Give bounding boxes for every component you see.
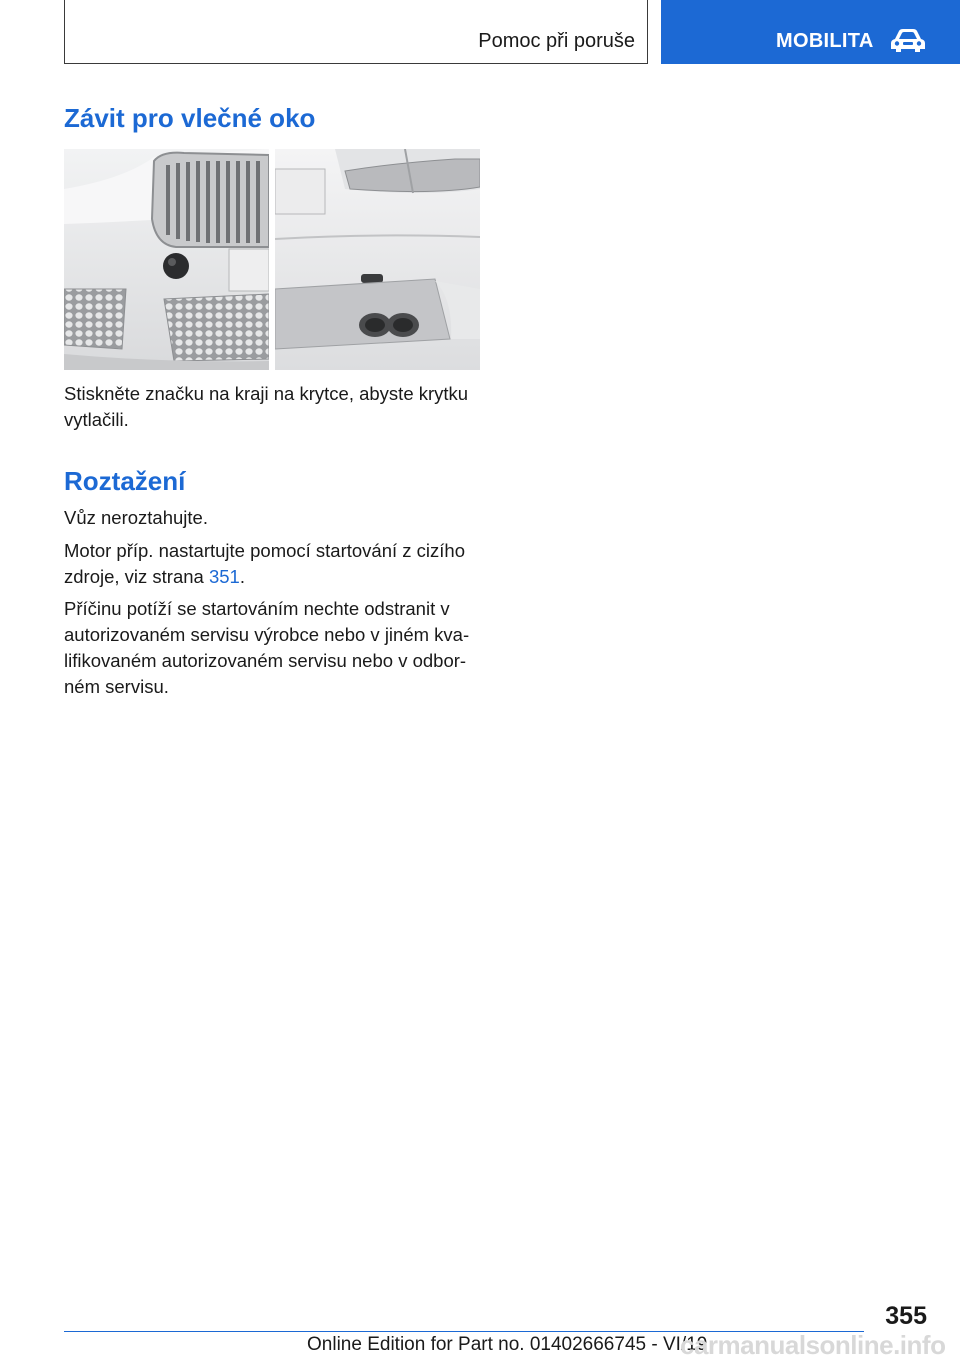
header-chapter-tab (661, 0, 960, 64)
service-advice: Příčinu potíží se startováním nechte odstranit v autorizovaném servisu výrobce nebo v jiném kvalifikovaném autorizovaném servisu nebo v odborném servisu. (64, 598, 470, 697)
chapter-title: MOBILITA (776, 30, 874, 52)
section-title: Pomoc při poruše (478, 30, 635, 52)
rear-bumper-illustration (275, 149, 480, 370)
page-link-351[interactable]: 351 (208, 566, 240, 587)
watermark: carmanualsonline.info (680, 1330, 946, 1360)
front-bumper-illustration (64, 149, 269, 370)
jump-start-reference (64, 538, 484, 590)
tow-start-warning: Vůz neroztahujte. (64, 507, 208, 528)
section-heading-tow-thread: Závit pro vlečné oko (64, 103, 316, 133)
jump-start-text: Motor příp. nastartujte pomocí startování z cizího zdroje, viz strana (64, 540, 466, 587)
header-section-box (64, 0, 648, 64)
footer-edition: Online Edition for Part no. 01402666745 - VI/19 (307, 1334, 708, 1355)
jump-start-text-end: . (239, 566, 245, 587)
tow-eye-cover-figure (64, 149, 480, 370)
tow-thread-instruction: Stiskněte značku na kraji na krytce, abyste krytku vytlačili. (64, 383, 469, 430)
page-number: 355 (885, 1302, 927, 1330)
section-heading-tow-start: Roztažení (64, 466, 186, 496)
car-icon (889, 28, 927, 54)
